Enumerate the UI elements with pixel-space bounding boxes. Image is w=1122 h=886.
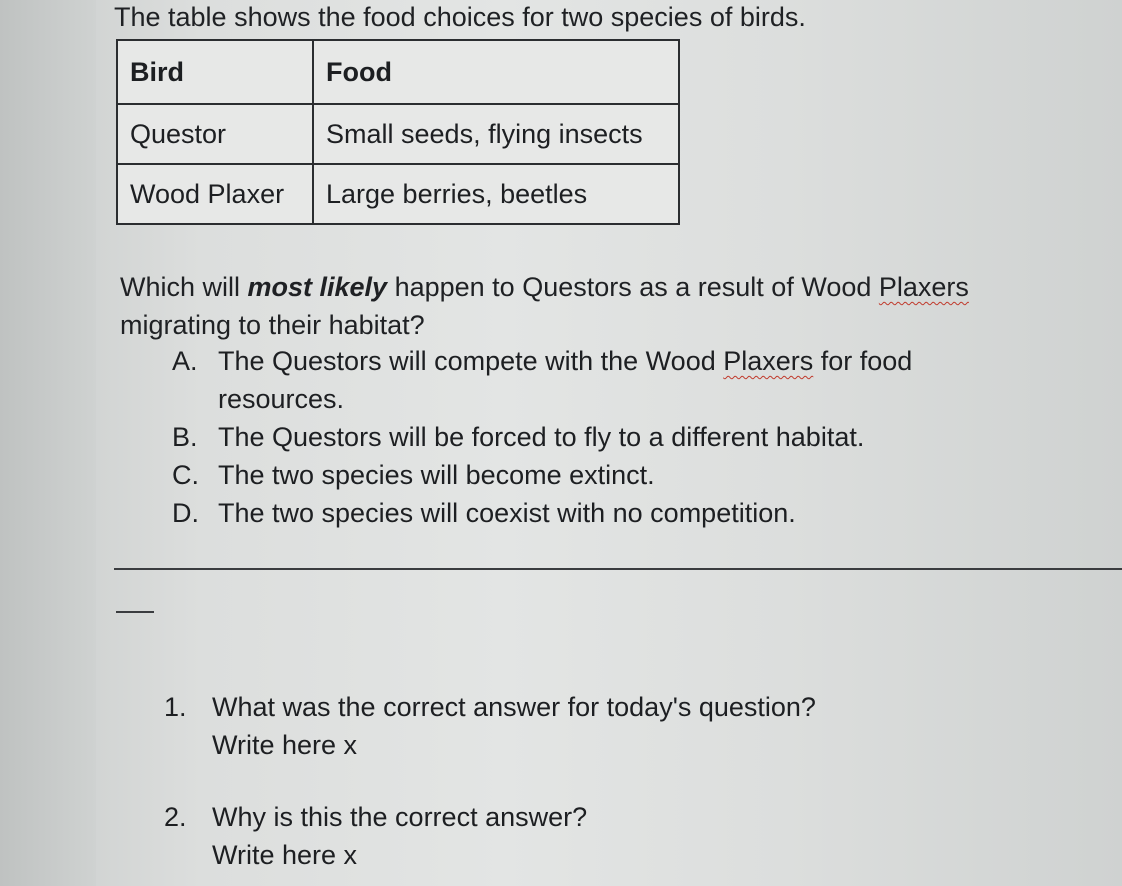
- question-mid: happen to Questors as a result of Wood: [387, 272, 879, 302]
- option-text: The two species will coexist with no competition.: [218, 498, 796, 528]
- followup-item: [164, 798, 924, 874]
- answer-field[interactable]: Write here x: [212, 730, 358, 760]
- followup-number: 2.: [164, 802, 187, 832]
- option-text: The two species will become extinct.: [218, 460, 655, 490]
- answer-field[interactable]: Write here x: [212, 840, 358, 870]
- bird-food-table: [116, 39, 680, 225]
- header-food: Food: [313, 40, 679, 104]
- screen-margin: [0, 0, 96, 886]
- option-letter: B.: [172, 422, 198, 452]
- spellcheck-word: Plaxers: [878, 272, 969, 302]
- table-row: [117, 164, 679, 224]
- header-bird: Bird: [117, 40, 313, 104]
- cell-bird: Questor: [117, 104, 313, 164]
- cell-food: Large berries, beetles: [313, 164, 679, 224]
- table-row: [117, 104, 679, 164]
- option-letter: D.: [172, 498, 199, 528]
- horizontal-rule: [114, 568, 1122, 570]
- question-pre: Which will: [120, 272, 248, 302]
- option-letter: C.: [172, 460, 199, 490]
- question-emphasis: most likely: [247, 272, 388, 302]
- question-post: migrating to their habitat?: [120, 310, 425, 340]
- intro-text: The table shows the food choices for two species of birds.: [114, 2, 806, 32]
- option-text-post: for food resources.: [218, 346, 913, 414]
- option-text: [218, 342, 992, 418]
- followup-item: [164, 688, 924, 764]
- option-text: The Questors will be forced to fly to a different habitat.: [218, 422, 865, 452]
- followup-questions: [164, 688, 924, 874]
- spellcheck-word: Plaxers: [723, 346, 814, 376]
- answer-options: [172, 342, 992, 532]
- cell-food: Small seeds, flying insects: [313, 104, 679, 164]
- option-a: [172, 342, 992, 418]
- short-rule: [116, 611, 154, 613]
- option-text-pre: The Questors will compete with the Wood: [218, 346, 724, 376]
- option-d: [172, 494, 992, 532]
- followup-body: [212, 688, 816, 764]
- followup-question: Why is this the correct answer?: [212, 802, 588, 832]
- option-b: [172, 418, 992, 456]
- question-text: [120, 268, 980, 344]
- cell-bird: Wood Plaxer: [117, 164, 313, 224]
- option-letter: A.: [172, 346, 198, 376]
- table-header-row: [117, 40, 679, 104]
- followup-question: What was the correct answer for today's question?: [212, 692, 816, 722]
- followup-number: 1.: [164, 692, 187, 722]
- option-c: [172, 456, 992, 494]
- followup-body: [212, 798, 587, 874]
